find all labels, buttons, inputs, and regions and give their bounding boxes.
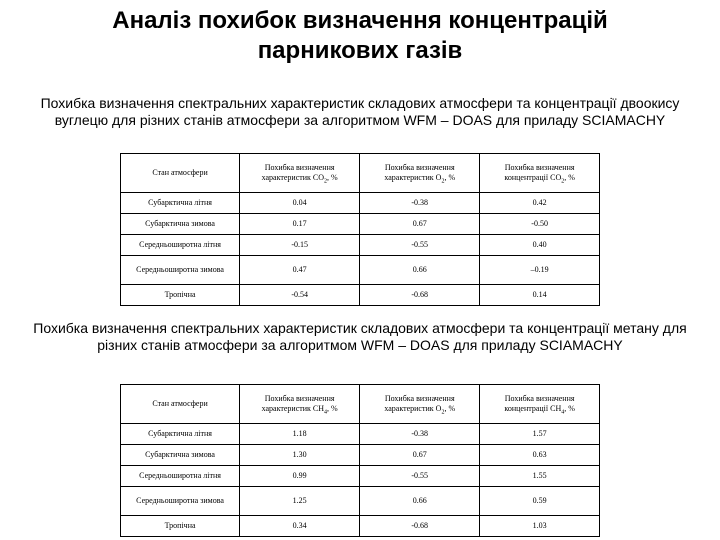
row-value: –0.19 bbox=[480, 256, 600, 285]
row-state: Середньоширотна літня bbox=[121, 235, 240, 256]
row-state: Середньоширотна літня bbox=[121, 466, 240, 487]
row-value: -0.50 bbox=[480, 214, 600, 235]
row-state: Субарктична зимова bbox=[121, 214, 240, 235]
ch4-error-table bbox=[120, 384, 600, 537]
table-row bbox=[121, 487, 600, 516]
row-value: 1.18 bbox=[240, 424, 360, 445]
header-col3: Похибка визначення концентрації $CO_2$, % bbox=[480, 154, 600, 193]
table-row bbox=[121, 424, 600, 445]
row-value: 1.03 bbox=[480, 516, 600, 537]
header-state: Стан атмосфери bbox=[121, 385, 240, 424]
header-col1: Похибка визначення характеристик $CO_2$, % bbox=[240, 154, 360, 193]
row-value: 0.40 bbox=[480, 235, 600, 256]
row-state: Середньоширотна зимова bbox=[121, 487, 240, 516]
row-value: -0.68 bbox=[360, 516, 480, 537]
row-value: 1.25 bbox=[240, 487, 360, 516]
row-value: 0.66 bbox=[360, 487, 480, 516]
row-value: 0.59 bbox=[480, 487, 600, 516]
row-value: -0.55 bbox=[360, 235, 480, 256]
table-row bbox=[121, 256, 600, 285]
row-state: Тропічна bbox=[121, 285, 240, 306]
table-row bbox=[121, 285, 600, 306]
row-value: -0.55 bbox=[360, 466, 480, 487]
row-value: -0.15 bbox=[240, 235, 360, 256]
table-header-row bbox=[121, 385, 600, 424]
row-state: Субарктична літня bbox=[121, 193, 240, 214]
row-value: 0.42 bbox=[480, 193, 600, 214]
row-value: -0.68 bbox=[360, 285, 480, 306]
row-value: -0.38 bbox=[360, 193, 480, 214]
table-row bbox=[121, 466, 600, 487]
row-value: 0.47 bbox=[240, 256, 360, 285]
row-value: 0.34 bbox=[240, 516, 360, 537]
row-state: Середньоширотна зимова bbox=[121, 256, 240, 285]
row-value: 0.99 bbox=[240, 466, 360, 487]
row-value: -0.38 bbox=[360, 424, 480, 445]
header-col2: Похибка визначення характеристик $O_2$, % bbox=[360, 385, 480, 424]
row-value: 1.55 bbox=[480, 466, 600, 487]
row-state: Субарктична зимова bbox=[121, 445, 240, 466]
row-state: Тропічна bbox=[121, 516, 240, 537]
table-row bbox=[121, 516, 600, 537]
table-header-row bbox=[121, 154, 600, 193]
row-value: 0.63 bbox=[480, 445, 600, 466]
header-col1: Похибка визначення характеристик $CH_4$, % bbox=[240, 385, 360, 424]
table-row bbox=[121, 214, 600, 235]
table-row bbox=[121, 235, 600, 256]
ch4-table-caption: Похибка визначення спектральних характеристик складових атмосфери та концентрації метану для різних станів атмосфери за алгоритмом WFM – DOAS для приладу SCIAMACHY bbox=[33, 320, 687, 353]
table-row bbox=[121, 193, 600, 214]
row-value: 0.04 bbox=[240, 193, 360, 214]
co2-table-caption: Похибка визначення спектральних характеристик складових атмосфери та концентрації двоокису вуглецю для різних станів атмосфери за алгоритмом WFM – DOAS для приладу SCIAMACHY bbox=[40, 95, 680, 128]
row-value: 0.67 bbox=[360, 445, 480, 466]
table-row bbox=[121, 445, 600, 466]
co2-error-table bbox=[120, 153, 600, 306]
row-value: 0.17 bbox=[240, 214, 360, 235]
row-value: 0.67 bbox=[360, 214, 480, 235]
title-line-2: парникових газів bbox=[257, 37, 463, 64]
row-value: 0.14 bbox=[480, 285, 600, 306]
row-value: 1.57 bbox=[480, 424, 600, 445]
row-value: -0.54 bbox=[240, 285, 360, 306]
header-col2: Похибка визначення характеристик $O_2$, % bbox=[360, 154, 480, 193]
header-col3: Похибка визначення концентрації $CH_4$, % bbox=[480, 385, 600, 424]
row-value: 1.30 bbox=[240, 445, 360, 466]
row-state: Субарктична літня bbox=[121, 424, 240, 445]
page-title bbox=[0, 6, 720, 66]
header-state: Стан атмосфери bbox=[121, 154, 240, 193]
row-value: 0.66 bbox=[360, 256, 480, 285]
title-line-1: Аналіз похибок визначення концентрацій bbox=[112, 7, 608, 34]
